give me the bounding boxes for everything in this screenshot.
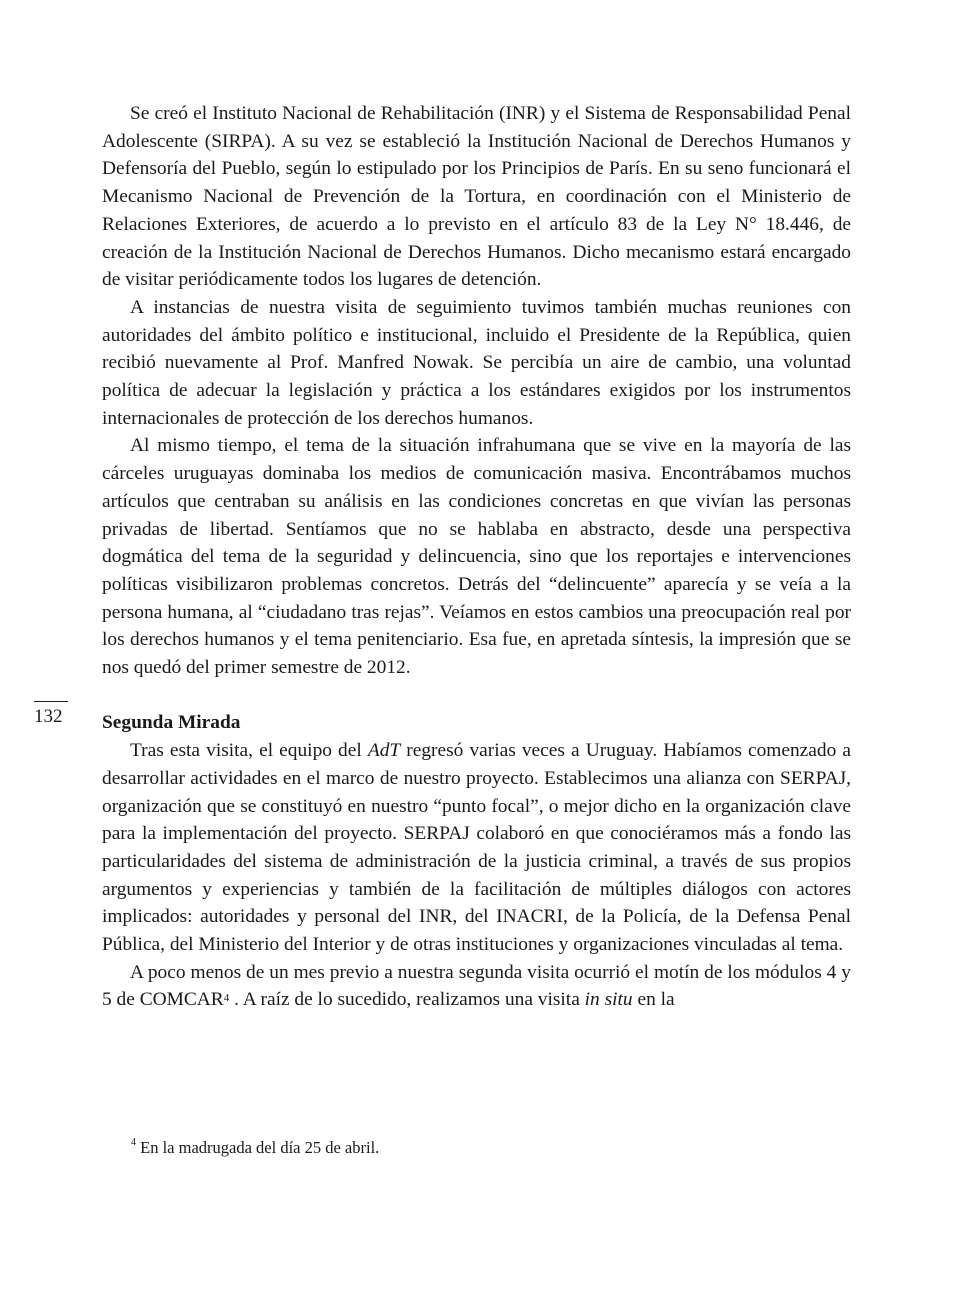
paragraph-2: A instancias de nuestra visita de seguimiento tuvimos también muchas reuniones con autoridades del ámbito político e institucional, incluido el Presidente de la República, quien recibió nuevamente al Prof. Manfred Nowak. Se percibía un aire de cambio, una voluntad política de adecuar la legislación y práctica a los estándares exigidos por los instrumentos internacionales de protección de los derechos humanos. <box>102 296 851 429</box>
section-heading: Segunda Mirada <box>102 712 241 734</box>
paragraph-3: Al mismo tiempo, el tema de la situación infrahumana que se vive en la mayoría de las cárceles uruguayas dominaba los medios de comunicación masiva. Encontrábamos muchos artículos que centraban su análisis en las condiciones concretas en que vivían las personas privadas de libertad. Sentíamos que no se hablaba en abstracto, desde una perspectiva dogmática del tema de la seguridad y delincuencia, sino que los reportajes e intervenciones políticas visibilizaron problemas concretos. Detrás del “delincuente” aparecía y se veía a la persona humana, al “ciudadano tras rejas”. Veíamos en estos cambios una preocupación real por los derechos humanos y el tema penitenciario. Esa fue, en apretada síntesis, la impresión que se nos quedó del primer semestre de 2012. <box>102 435 851 679</box>
paragraph-5-end: en la <box>632 989 675 1011</box>
paragraph-5-italic: in situ <box>584 989 633 1011</box>
paragraph-5-start: A poco menos de un mes previo a nuestra segunda visita ocurrió el motín de los módulos 4 y 5 de COMCAR <box>102 961 851 1011</box>
paragraph-4 <box>102 737 851 959</box>
paragraph-5-middle: . A raíz de lo sucedido, realizamos una visita <box>229 989 585 1011</box>
paragraph-1: Se creó el Instituto Nacional de Rehabilitación (INR) y el Sistema de Responsabilidad Penal Adolescente (SIRPA). A su vez se estableció la Institución Nacional de Derechos Humanos y Defensoría del Pueblo, según lo estipulado por los Principios de París. En su seno funcionará el Mecanismo Nacional de Prevención de la Tortura, en coordinación con el Ministerio de Relaciones Exteriores, de acuerdo a lo previsto en el artículo 83 de la Ley N° 18.446, de creación de la Institución Nacional de Derechos Humanos. Dicho mecanismo estará encargado de visitar periódicamente todos los lugares de detención. <box>102 103 851 291</box>
paragraph-4-italic: AdT <box>367 740 401 762</box>
footnote <box>131 1138 379 1158</box>
footnote-mark: 4 <box>131 1137 136 1148</box>
footnote-text: En la madrugada del día 25 de abril. <box>136 1138 380 1157</box>
body-text <box>102 100 851 1014</box>
paragraph-4-end: regresó varias veces a Uruguay. Habíamos comenzado a desarrollar actividades en el marco de nuestro proyecto. Establecimos una alianza con SERPAJ, organización que se constituyó en nuestro “punto focal”, o mejor dicho en la organización clave para la implementación del proyecto. SERPAJ colaboró en que conociéramos más a fondo las particularidades del sistema de administración de la justicia criminal, a través de sus propios argumentos y experiencias y también de la facilitación de múltiples diálogos con actores implicados: autoridades y personal del INR, del INACRI, de la Policía, de la Defensa Penal Pública, del Ministerio del Interior y de otras instituciones y organizaciones vinculadas al tema. <box>102 740 851 956</box>
footnote-reference[interactable]: 4 <box>223 992 230 1005</box>
paragraph-5 <box>102 959 851 1014</box>
page-number: 132 <box>34 706 63 727</box>
page-number-rule <box>34 701 68 702</box>
paragraph-4-start: Tras esta visita, el equipo del <box>130 740 368 762</box>
